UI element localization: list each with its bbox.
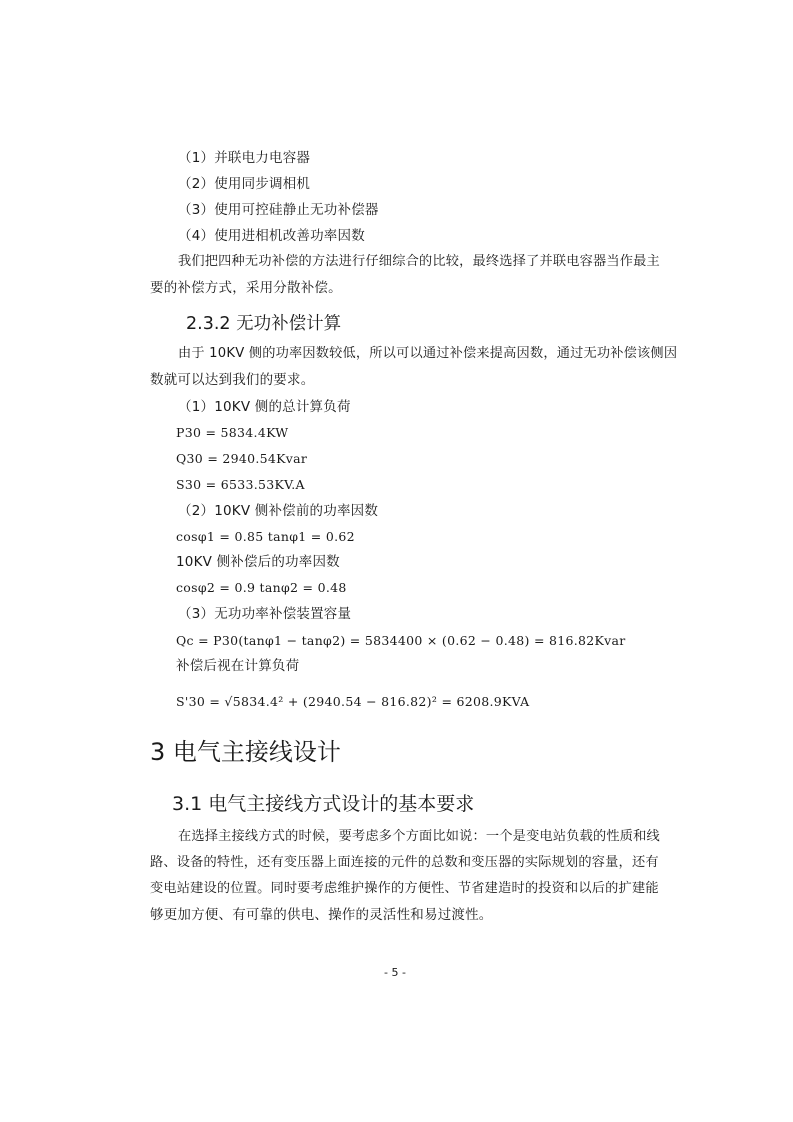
list-item-3: （3）使用可控硅静止无功补偿器 [178,202,379,218]
paragraph-line: 路、设备的特性，还有变压器上面连接的元件的总数和变压器的实际规划的容量，还有 [150,855,659,870]
chapter-heading: 3 电气主接线设计 [150,738,341,766]
step-label: （2）10KV 侧补偿前的功率因数 [178,503,379,519]
formula-pf-before: cosφ1 = 0.85 tanφ1 = 0.62 [176,529,355,544]
page-number: - 5 - [384,966,406,979]
list-item-1: （1）并联电力电容器 [178,150,311,166]
formula-qc: Qc = P30(tanφ1 − tanφ2) = 5834400 × (0.62 − 0.48) = 816.82Kvar [176,633,626,648]
paragraph-line: 要的补偿方式，采用分散补偿。 [150,280,342,296]
formula-s30: S30 = 6533.53KV.A [176,477,305,492]
list-item-4: （4）使用进相机改善功率因数 [178,228,365,244]
section-heading: 3.1 电气主接线方式设计的基本要求 [172,793,475,815]
paragraph-line: 变电站建设的位置。同时要考虑维护操作的方便性、节省建造时的投资和以后的扩建能 [150,881,659,896]
formula-s30-new: S'30 = √5834.4² + (2940.54 − 816.82)² = 6208.9KVA [176,694,530,709]
step-label: （3）无功功率补偿装置容量 [178,606,352,622]
formula-p30: P30 = 5834.4KW [176,425,289,440]
step-label: 补偿后视在计算负荷 [176,658,300,674]
step-label: （1）10KV 侧的总计算负荷 [178,399,351,415]
list-item-2: （2）使用同步调相机 [178,176,311,192]
formula-pf-after: cosφ2 = 0.9 tanφ2 = 0.48 [176,580,347,595]
step-label: 10KV 侧补偿后的功率因数 [176,554,340,570]
paragraph-line: 数就可以达到我们的要求。 [150,372,315,388]
paragraph-line: 我们把四种无功补偿的方法进行仔细综合的比较，最终选择了并联电容器当作最主 [178,254,660,269]
paragraph-line: 在选择主接线方式的时候，要考虑多个方面比如说：一个是变电站负载的性质和线 [178,829,660,844]
paragraph-line: 够更加方便、有可靠的供电、操作的灵活性和易过渡性。 [150,907,493,923]
paragraph-line: 由于 10KV 侧的功率因数较低，所以可以通过补偿来提高因数，通过无功补偿该侧因 [178,346,678,361]
section-heading: 2.3.2 无功补偿计算 [186,314,342,334]
formula-q30: Q30 = 2940.54Kvar [176,451,308,466]
